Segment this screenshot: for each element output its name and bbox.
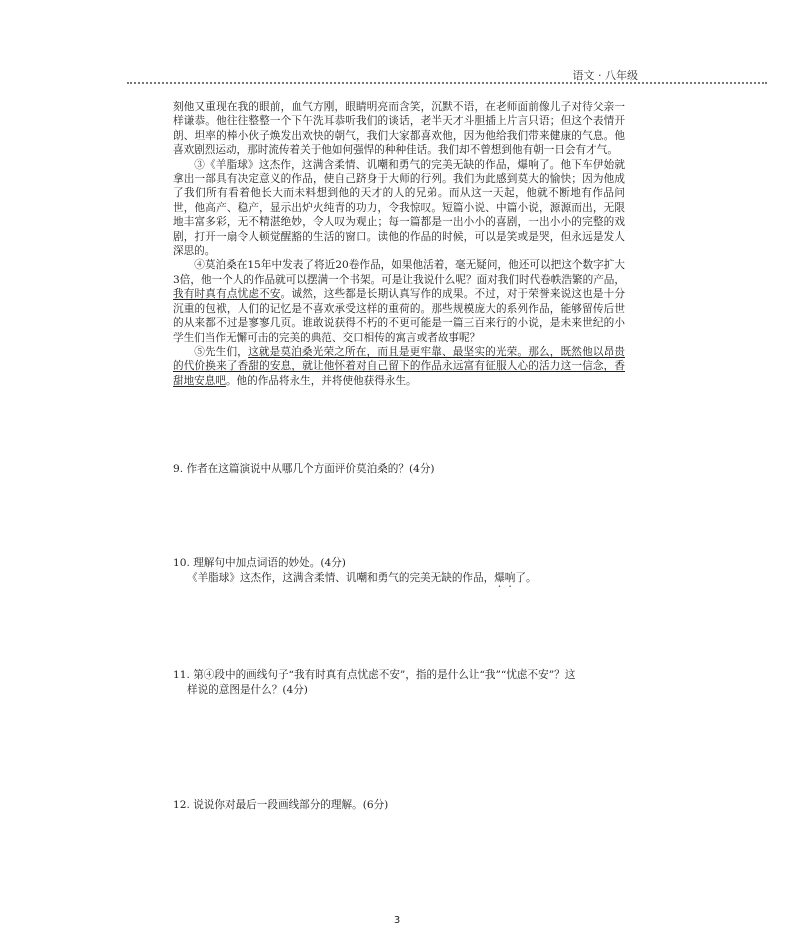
question-10-prompt: 10. 理解句中加点词语的妙处。(4分) [173, 557, 346, 569]
question-11-line-2: 样说的意图是什么？(4分) [187, 684, 308, 696]
para4-text-after: 。他的作品将永生，并将使他获得永生。 [225, 374, 417, 387]
passage-paragraph-4 [173, 345, 625, 388]
question-10-quote [173, 571, 627, 590]
passage-paragraph-3 [173, 258, 625, 344]
header-subject-grade: 语文 · 八年级 [572, 69, 638, 82]
header-dotted-rule [127, 82, 767, 84]
para3-text-after: 。诚然，这些都是长期认真写作的成果。不过，对于荣誉来说这也是十分沉重的包袱，人们的记忆是不喜欢承受这样的重荷的。那些规模庞大的系列作品，能够留传后世的从来都不过是寥寥几页。谁敢说获得不朽的不更可能是一篇三百来行的小说，是未来世纪的小学生们当作无懈可击的完美的典范、交口相传的寓言或者故事呢？ [173, 288, 626, 344]
reading-passage [173, 100, 625, 388]
para4-underlined-section: 这就是莫泊桑光荣之所在，而且是更牢靠、最坚实的光荣。那么，既然他以昂贵的代价换来了香甜的安息，就让他怀着对自己留下的作品永远富有征服人心的活力这一信念，香甜地安息吧 [173, 345, 625, 387]
passage-paragraph-1: 刻他又重现在我的眼前，血气方刚，眼睛明亮而含笑，沉默不语，在老师面前像儿子对待父亲一样谦恭。他往往整整一个下午洗耳恭听我们的谈话，老半天才斗胆插上片言只语；但这个表情开朗、坦率的棒小伙子焕发出欢快的朝气，我们大家都喜欢他，因为他给我们带来健康的气息。他喜欢剧烈运动，那时流传着关于他如何强悍的种种佳话。我们却不曾想到他有朝一日会有才气。 [173, 101, 625, 157]
question-10 [173, 556, 627, 590]
para4-text-before: ⑤先生们， [194, 345, 249, 358]
q10-quote-after: 了。 [515, 572, 537, 584]
question-12: 12. 说说你对最后一段画线部分的理解。(6分) [173, 799, 389, 811]
passage-paragraph-2: ③《羊脂球》这杰作，这满含柔情、讥嘲和勇气的完美无缺的作品，爆响了。他下车伊始就拿出一部具有决定意义的作品，使自己跻身于大师的行列。我们为此感到莫大的愉快；因为他成了我们所有看着他长大而未料想到他的天才的人的兄弟。而从这一天起，他就不断地有作品问世，他高产、稳产，显示出炉火纯青的功力，令我惊叹。短篇小说、中篇小说，源源而出，无限地丰富多彩，无不精湛绝妙，令人叹为观止；每一篇都是一出小小的喜剧，一出小小的完整的戏剧，打开一扇令人顿觉醒豁的生活的窗口。读他的作品的时候，可以是笑或是哭，但永远是发人深思的。 [173, 158, 625, 258]
question-9: 9. 作者在这篇演说中从哪几个方面评价莫泊桑的？(4分) [173, 463, 435, 475]
question-11-line-1: 11. 第④段中的画线句子“我有时真有点忧虑不安”，指的是什么让“我”“忧虑不安”？这 [173, 669, 576, 681]
question-11 [173, 668, 627, 698]
para3-underlined-sentence: 我有时真有点忧虑不安 [173, 288, 281, 301]
page-number: 3 [393, 915, 401, 926]
q10-dotted-word: 爆响 [494, 572, 516, 584]
q10-quote-before: 《羊脂球》这杰作，这满含柔情、讥嘲和勇气的完美无缺的作品， [187, 572, 495, 584]
para3-text-before: ④莫泊桑在15年中发表了将近20卷作品，如果他活着，毫无疑问，他还可以把这个数字扩大3倍，他一个人的作品就可以摆满一个书架。可是让我说什么呢？面对我们时代卷帙浩繁的产品， [173, 259, 625, 286]
